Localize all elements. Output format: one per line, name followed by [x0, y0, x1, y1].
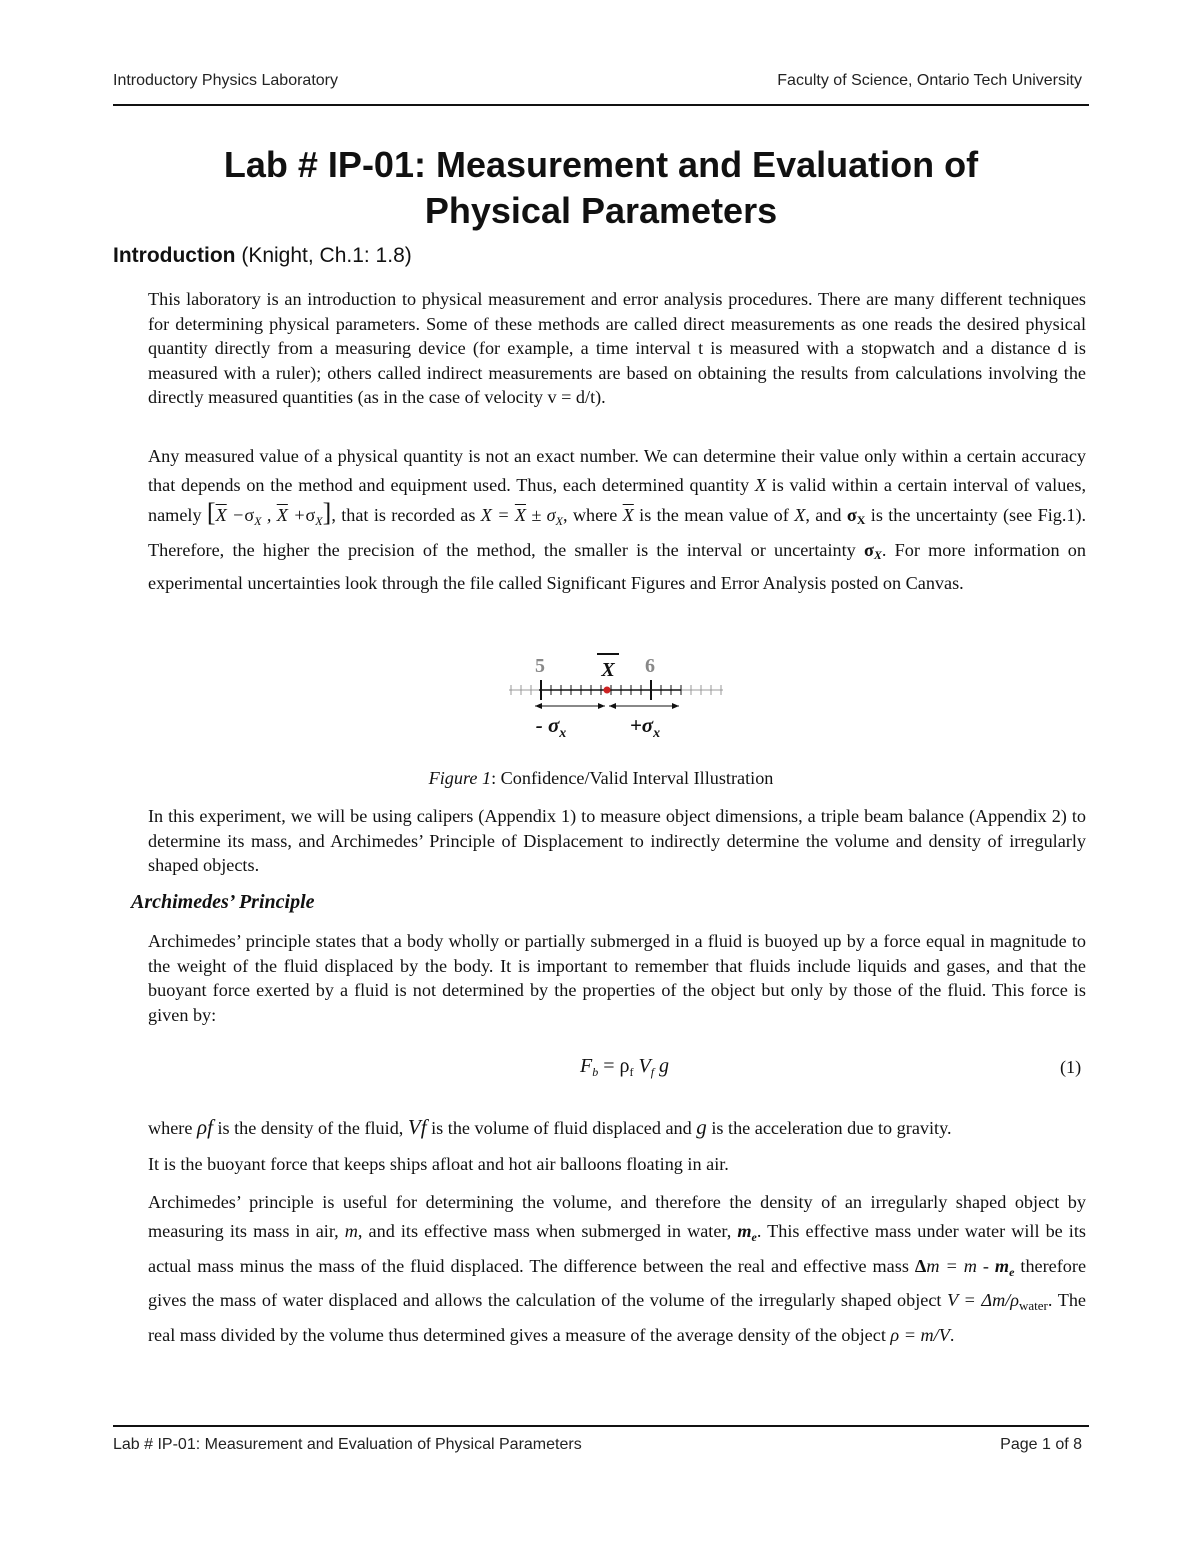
- figure-caption-label: Figure 1: [428, 768, 492, 788]
- p2d: is the acceleration due to gravity.: [711, 1118, 952, 1138]
- math-X-mean: $\overline{X}$: [622, 505, 634, 525]
- math-record: $X = \overline{X} \pm \sigma_X$: [480, 505, 563, 528]
- p2a: where: [148, 1118, 193, 1138]
- header-rule: [113, 104, 1089, 106]
- intro-paragraph-2: [148, 442, 1086, 598]
- intro-paragraph-1: This laboratory is an introduction to physical measurement and error analysis procedures. There are many different techniques for determining physical parameters. Some of these methods are called direct measurements as one reads the desired physical quantity directly from a measuring device (for example, a time interval t is measured with a stopwatch and a distance d is measured with a ruler); others called indirect measurements are based on obtaining the results from calculations involving the directly measured quantities (as in the case of velocity v = d/t).: [148, 289, 1086, 408]
- figure-label-left: 5: [535, 655, 545, 677]
- math-sigma-x: σX: [846, 505, 866, 527]
- archimedes-heading: Archimedes’ Principle: [131, 891, 315, 913]
- math-X: X: [754, 474, 766, 495]
- math-m: m: [344, 1220, 358, 1241]
- number-line: [509, 680, 723, 700]
- archimedes-paragraph-4: Archimedes’ principle is useful for determining the volume, and therefore the density of an irregularly shaped object by measuring its mass in air, m, and its effective mass when submerged in water, $m_e$. This effective mass under water will be its actual mass minus the mass of the fluid displaced. The difference between the real and effective mass $\Delta m = m - m_e$ therefore gives the mass of water displaced and allows the calculation of the volume of the irregularly shaped object $V = \Delta m/\rho_{water}$. The real mass divided by the volume thus determined gives a measure of the average density of the object ρ = m/V.: [148, 1192, 1087, 1346]
- p2-text-c: , that is recorded as: [331, 505, 476, 525]
- math-interval: [$\overline{X} -\sigma_X$ , $\overline{X} +\sigma_X$]: [206, 498, 332, 528]
- p2-text-g: is the uncertainty (see Fig.1). Therefore, the higher the precision of the method, the smaller is the interval or uncertainty: [148, 505, 1087, 560]
- figure-label-minus: - $\sigma_x$: [535, 713, 567, 741]
- math-X-2: X: [794, 505, 806, 525]
- plus-arrowhead: [609, 703, 616, 709]
- math-sigma-x-2: σX: [864, 539, 882, 562]
- introduction-heading: [113, 244, 412, 268]
- p4d: therefore gives the mass of water displaced and allows the calculation of the volume of the irregularly shaped object: [148, 1255, 1087, 1311]
- page-title: [113, 142, 1089, 234]
- p2-text-a: Any measured value of a physical quantity is not an exact number. We can determine their value only within a certain accuracy that depends on the method and equipment used. Thus, each determined quantity: [148, 446, 1086, 495]
- confidence-interval-figure: [505, 648, 730, 748]
- equation-number: (1): [1060, 1057, 1082, 1077]
- math-g: g: [696, 1115, 707, 1139]
- math-me-2: $m_e$: [994, 1255, 1015, 1279]
- buoyancy-equation: $F_b = \rho_f$ $V_f$ g: [580, 1055, 670, 1079]
- p2-text-e: is the mean value of: [639, 505, 789, 525]
- introduction-heading-text: Introduction: [113, 244, 236, 267]
- math-density: ρ = m/V: [890, 1325, 950, 1346]
- figure-label-plus: $+\sigma_x$: [629, 713, 661, 741]
- p2c: is the volume of fluid displaced and: [431, 1118, 692, 1138]
- math-me: $m_e$: [737, 1220, 757, 1244]
- figure-caption: [113, 768, 1089, 789]
- p2-text-b: is valid within a certain interval of values, namely: [148, 474, 1087, 525]
- math-rho-f: ρf: [196, 1115, 213, 1139]
- intro-paragraph-3: In this experiment, we will be using calipers (Appendix 1) to measure object dimensions, a triple beam balance (Appendix 2) to determine its mass, and Archimedes’ Principle of Displacement to indirectly determine the volume and density of irregularly shaped objects.: [148, 806, 1086, 876]
- plus-arrowhead-right: [672, 703, 679, 709]
- p4e: . The real mass divided by the volume thus determined gives a measure of the average density of the object: [148, 1290, 1086, 1346]
- p4c: . This effective mass under water will be its actual mass minus the mass of the fluid displaced. The difference between the real and effective mass: [148, 1220, 1086, 1276]
- p4a: Archimedes’ principle is useful for determining the volume, and therefore the density of an irregularly shaped object by measuring its mass in air,: [148, 1192, 1086, 1241]
- minus-arrowhead: [535, 703, 542, 709]
- title-line-2: Physical Parameters: [424, 190, 778, 231]
- running-header-left: Introductory Physics Laboratory: [113, 72, 338, 89]
- running-footer-left: Lab # IP-01: Measurement and Evaluation of Physical Parameters: [113, 1436, 582, 1453]
- math-Vf: Vf: [407, 1115, 427, 1139]
- math-volume: $V = \Delta m/\rho_{water}$: [947, 1290, 1048, 1314]
- p2b: is the density of the fluid,: [217, 1118, 404, 1138]
- figure-caption-text: : Confidence/Valid Interval Illustration: [491, 768, 774, 788]
- archimedes-paragraph-1: Archimedes’ principle states that a body wholly or partially submerged in a fluid is buoyed up by a force equal in magnitude to the weight of the fluid displaced by the body. It is important to remember that fluids include liquids and gases, and that the buoyant force exerted by a fluid is not determined by the properties of the object but only by those of the fluid. This force is given by:: [148, 931, 1086, 1025]
- archimedes-paragraph-3: It is the buoyant force that keeps ships afloat and hot air balloons floating in air.: [148, 1154, 729, 1174]
- math-delta-m-eq: m = m: [926, 1255, 977, 1276]
- p4b: , and its effective mass when submerged in water,: [357, 1220, 732, 1241]
- figure-label-right: 6: [645, 655, 655, 677]
- mean-point: [604, 687, 611, 694]
- p2-text-h: . For more information on experimental uncertainties look through the file called Significant Figures and Error Analysis posted on Canvas.: [148, 539, 1086, 593]
- page-number: Page 1 of 8: [1000, 1436, 1082, 1453]
- archimedes-paragraph-2: [148, 1115, 1086, 1141]
- figure-label-mean: X: [601, 659, 615, 681]
- math-delta-m: Δ: [914, 1255, 927, 1276]
- footer-rule: [113, 1425, 1089, 1427]
- title-line-1: Lab # IP-01: Measurement and Evaluation of: [223, 144, 979, 185]
- equation-F: F: [580, 1055, 593, 1077]
- p2-text-d: , where: [562, 505, 618, 525]
- p2-text-f: , and: [805, 505, 842, 525]
- introduction-reference: (Knight, Ch.1: 1.8): [241, 244, 412, 267]
- minus-arrowhead-right: [598, 703, 605, 709]
- running-header-right: Faculty of Science, Ontario Tech University: [777, 72, 1082, 89]
